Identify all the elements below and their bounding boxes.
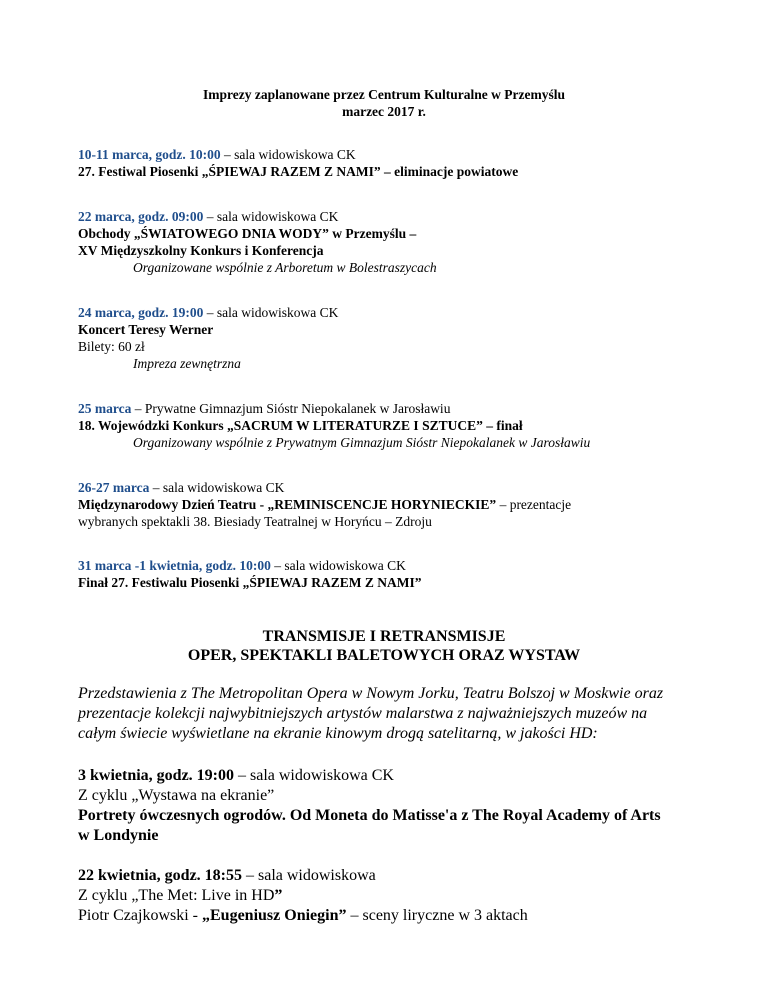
event-note: Organizowane wspólnie z Arboretum w Bolestraszycach <box>133 260 437 275</box>
section-intro: całym świecie wyświetlane na ekranie kinowym drogą satelitarną, w jakości HD: <box>78 725 598 742</box>
event-venue: – sala widowiskowa CK <box>203 209 339 224</box>
event-title-cont: wybranych spektakli 38. Biesiady Teatralnej w Horyńcu – Zdroju <box>78 514 432 529</box>
event-date: 24 marca, godz. 19:00 <box>78 305 204 320</box>
page-title: Imprezy zaplanowane przez Centrum Kulturalne w Przemyślu <box>203 87 565 102</box>
event-date: 10-11 marca, godz. 10:00 <box>78 147 221 162</box>
section-intro: prezentacje kolekcji najwybitniejszych artystów malarstwa z najważniejszych muzeów na <box>78 705 648 722</box>
event-date: 25 marca <box>78 401 132 416</box>
event-venue: – Prywatne Gimnazjum Sióstr Niepokalanek w Jarosławiu <box>131 401 451 416</box>
transmission-desc: – sceny liryczne w 3 aktach <box>346 907 528 924</box>
event-title: XV Międzyszkolny Konkurs i Konferencja <box>78 243 324 258</box>
section-intro: Przedstawienia z The Metropolitan Opera w Nowym Jorku, Teatru Bolszoj w Moskwie oraz <box>78 685 664 702</box>
event-venue: – sala widowiskowa CK <box>270 558 406 573</box>
event-date: 26-27 marca <box>78 480 150 495</box>
event-venue: – sala widowiskowa CK <box>149 480 285 495</box>
event-note: Impreza zewnętrzna <box>133 356 241 371</box>
event-4-date-line <box>78 400 450 417</box>
event-1-date-line <box>78 146 356 163</box>
transmission-title: w Londynie <box>78 827 159 844</box>
section-heading: OPER, SPEKTAKLI BALETOWYCH ORAZ WYSTAW <box>187 647 581 664</box>
transmission-cycle: Z cyklu „The Met: Live in HD <box>78 887 275 904</box>
transmission-1-date-line <box>78 766 394 786</box>
event-tickets: Bilety: 60 zł <box>78 339 145 354</box>
event-venue: – sala widowiskowa CK <box>220 147 356 162</box>
transmission-cycle: Z cyklu „Wystawa na ekranie” <box>78 787 275 804</box>
event-venue: – sala widowiskowa CK <box>203 305 339 320</box>
transmission-work: „Eugeniusz Oniegin” <box>202 907 347 924</box>
event-title: Koncert Teresy Werner <box>78 322 214 337</box>
event-title: 18. Wojewódzki Konkurs „SACRUM W LITERATURZE I SZTUCE” – finał <box>78 418 523 433</box>
transmission-venue: – sala widowiskowa CK <box>234 767 394 784</box>
event-2-date-line <box>78 208 338 225</box>
event-title: Finał 27. Festiwalu Piosenki „ŚPIEWAJ RAZEM Z NAMI” <box>78 575 422 590</box>
event-title-rest: – prezentacje <box>496 497 572 512</box>
event-date: 31 marca -1 kwietnia, godz. 10:00 <box>78 558 271 573</box>
event-5-date-line <box>78 479 284 496</box>
transmission-composer: Piotr Czajkowski - <box>78 907 202 924</box>
transmission-date: 3 kwietnia, godz. 19:00 <box>78 767 234 784</box>
section-heading: TRANSMISJE I RETRANSMISJE <box>262 628 506 645</box>
event-title-line <box>78 496 571 513</box>
transmission-work-line <box>78 906 528 926</box>
transmission-title: Portrety ówczesnych ogrodów. Od Moneta do Matisse'a z The Royal Academy of Arts <box>78 807 661 824</box>
event-date: 22 marca, godz. 09:00 <box>78 209 204 224</box>
transmission-cycle-line <box>78 886 282 906</box>
event-3-date-line <box>78 304 338 321</box>
page-subtitle: marzec 2017 r. <box>342 104 426 119</box>
event-6-date-line <box>78 557 406 574</box>
event-title: 27. Festiwal Piosenki „ŚPIEWAJ RAZEM Z NAMI” – eliminacje powiatowe <box>78 164 519 179</box>
transmission-venue: – sala widowiskowa <box>242 867 376 884</box>
transmission-cycle-quote: ” <box>274 887 283 904</box>
transmission-date: 22 kwietnia, godz. 18:55 <box>78 867 242 884</box>
event-title: Obchody „ŚWIATOWEGO DNIA WODY” w Przemyślu – <box>78 226 417 241</box>
event-title: Międzynarodowy Dzień Teatru - „REMINISCENCJE HORYNIECKIE” <box>78 497 497 512</box>
transmission-2-date-line <box>78 866 376 886</box>
event-note: Organizowany wspólnie z Prywatnym Gimnazjum Sióstr Niepokalanek w Jarosławiu <box>133 435 591 450</box>
